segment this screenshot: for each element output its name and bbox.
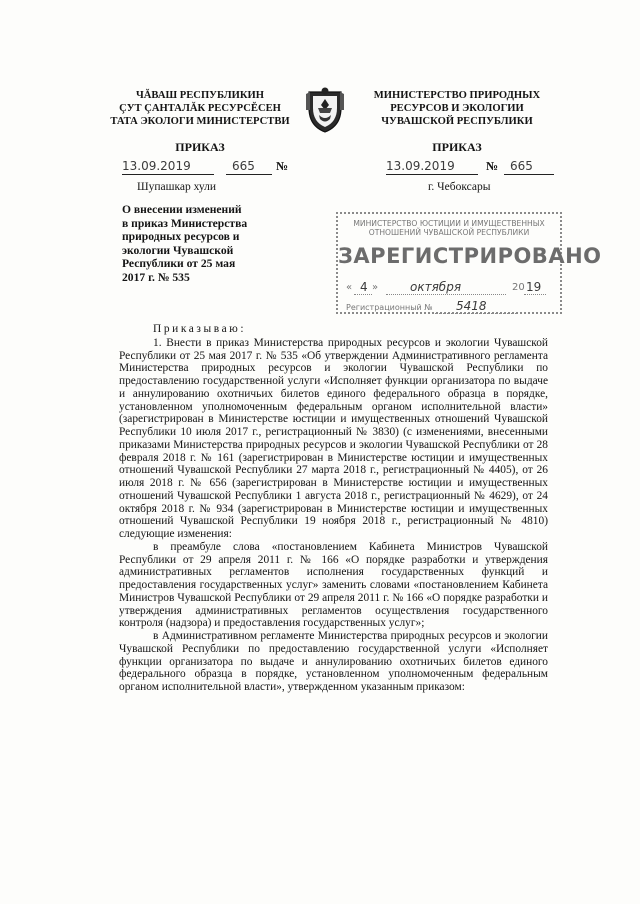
left-order-label: ПРИКАЗ: [175, 140, 225, 154]
title-line3: природных ресурсов и: [122, 230, 240, 244]
stamp-day: 4: [360, 280, 368, 294]
stamp-reg-number: 5418: [456, 299, 487, 313]
stamp-org-line2: ОТНОШЕНИЙ ЧУВАШСКОЙ РЕСПУБЛИКИ: [368, 228, 530, 237]
left-city: Шупашкар хули: [137, 181, 217, 193]
left-number-sign: №: [276, 159, 289, 173]
right-handwritten-number: 665: [510, 159, 533, 173]
stamp-year-prefix: 20: [512, 282, 525, 293]
stamp-org-line1: МИНИСТЕРСТВО ЮСТИЦИИ И ИМУЩЕСТВЕННЫХ: [353, 219, 545, 228]
stamp-reg-row: [346, 301, 556, 315]
right-header-line2: РЕСУРСОВ И ЭКОЛОГИИ: [390, 103, 524, 114]
order-word: Приказываю:: [153, 323, 247, 335]
left-header-line1: ЧĂВАШ РЕСПУБЛИКИН: [136, 90, 264, 101]
title-line4: экологии Чувашской: [122, 243, 234, 257]
paragraph-1: 1. Внести в приказ Министерства природных ресурсов и экологии Чувашской Республики от 25 мая 2017 г. № 535 «Об утверждении Административного регламента Министерства природных ресурсов и экологии Чувашской Республики по предоставлению государственной услуги «Исполняет функции организатора по выдаче и аннулированию охотничьих билетов единого федерального образца в порядке, установленном уполномоченным федеральным органом исполнительной власти» (зарегистрирован в Министерстве юстиции и имущественных отношений Чувашской Республики 10 июля 2017 г., регистрационный № 3830) (с изменениями, внесенными приказами Министерства природных ресурсов и экологии Чувашской Республики от 28 февраля 2018 г. № 161 (зарегистрирован в Министерстве юстиции и имущественных отношений Чувашской Республики 27 марта 2018 г., регистрационный № 4405), от 26 июля 2018 г. № 656 (зарегистрирован в Министерстве юстиции и имущественных отношений Чувашской Республики 1 августа 2018 г., регистрационный № 4629), от 24 октября 2018 г. № 934 (зарегистрирован в Министерстве юстиции и имущественных отношений Чувашской Республики 19 ноября 2018 г., регистрационный № 4810) следующие изменения:: [119, 336, 548, 540]
stamp-org: [338, 219, 560, 237]
chuvash-emblem-icon: [303, 86, 347, 134]
title-line2: в приказ Министерства: [122, 216, 248, 230]
stamp-registered: ЗАРЕГИСТРИРОВАНО: [338, 244, 602, 268]
right-order-label: ПРИКАЗ: [432, 140, 482, 154]
document-title: [122, 203, 292, 285]
paragraph-2: в преамбуле слова «постановлением Кабинета Министров Чувашской Республики от 29 апреля 2011 г. № 166 «О порядке разработки и утверждения административных регламентов исполнения государственных функций и предоставления государственных услуг» заменить словами «постановлением Кабинета Министров Чувашской Республики от 29 апреля 2011 г. № 166 «О порядке разработки и утверждения административных регламентов осуществления государственного контроля (надзора) и предоставления государственных услуг»;: [119, 540, 548, 630]
right-city: г. Чебоксары: [428, 181, 491, 193]
title-line5: Республики от 25 мая: [122, 257, 236, 271]
right-handwritten-date: 13.09.2019: [386, 159, 455, 173]
right-header-line3: ЧУВАШСКОЙ РЕСПУБЛИКИ: [381, 116, 533, 127]
document-body: [119, 323, 548, 694]
left-handwritten-date: 13.09.2019: [122, 159, 191, 173]
stamp-year-suffix: 19: [526, 280, 542, 294]
title-line1: О внесении изменений: [122, 203, 242, 216]
left-handwritten-number: 665: [232, 159, 255, 173]
right-header-line1: МИНИСТЕРСТВО ПРИРОДНЫХ: [373, 90, 541, 101]
right-number-sign: №: [486, 159, 499, 173]
stamp-month: октября: [410, 280, 462, 294]
left-header-line3: ТАТА ЭКОЛОГИ МИНИСТЕРСТВИ: [110, 116, 290, 127]
emblem: [303, 86, 347, 134]
stamp-reg-label: Регистрационный №: [346, 303, 433, 312]
stamp-date-row: « 4 » октября 20 19: [346, 280, 556, 296]
right-header: [352, 89, 562, 128]
title-line6: 2017 г. № 535: [122, 270, 190, 284]
right-date-line: [386, 159, 566, 175]
left-date-line: [122, 159, 292, 175]
paragraph-3: в Административном регламенте Министерства природных ресурсов и экологии Чувашской Республики по предоставлению государственной услуги «Исполняет функции организатора по выдаче и аннулированию охотничьих билетов единого федерального образца в порядке, установленном уполномоченным федеральным органом исполнительной власти», утвержденном указанным приказом:: [119, 630, 548, 693]
left-header: [100, 89, 300, 128]
registration-stamp: [336, 212, 602, 314]
left-header-line2: ÇУТ ÇАНТАЛĂК РЕСУРСĔСЕН: [119, 103, 281, 114]
